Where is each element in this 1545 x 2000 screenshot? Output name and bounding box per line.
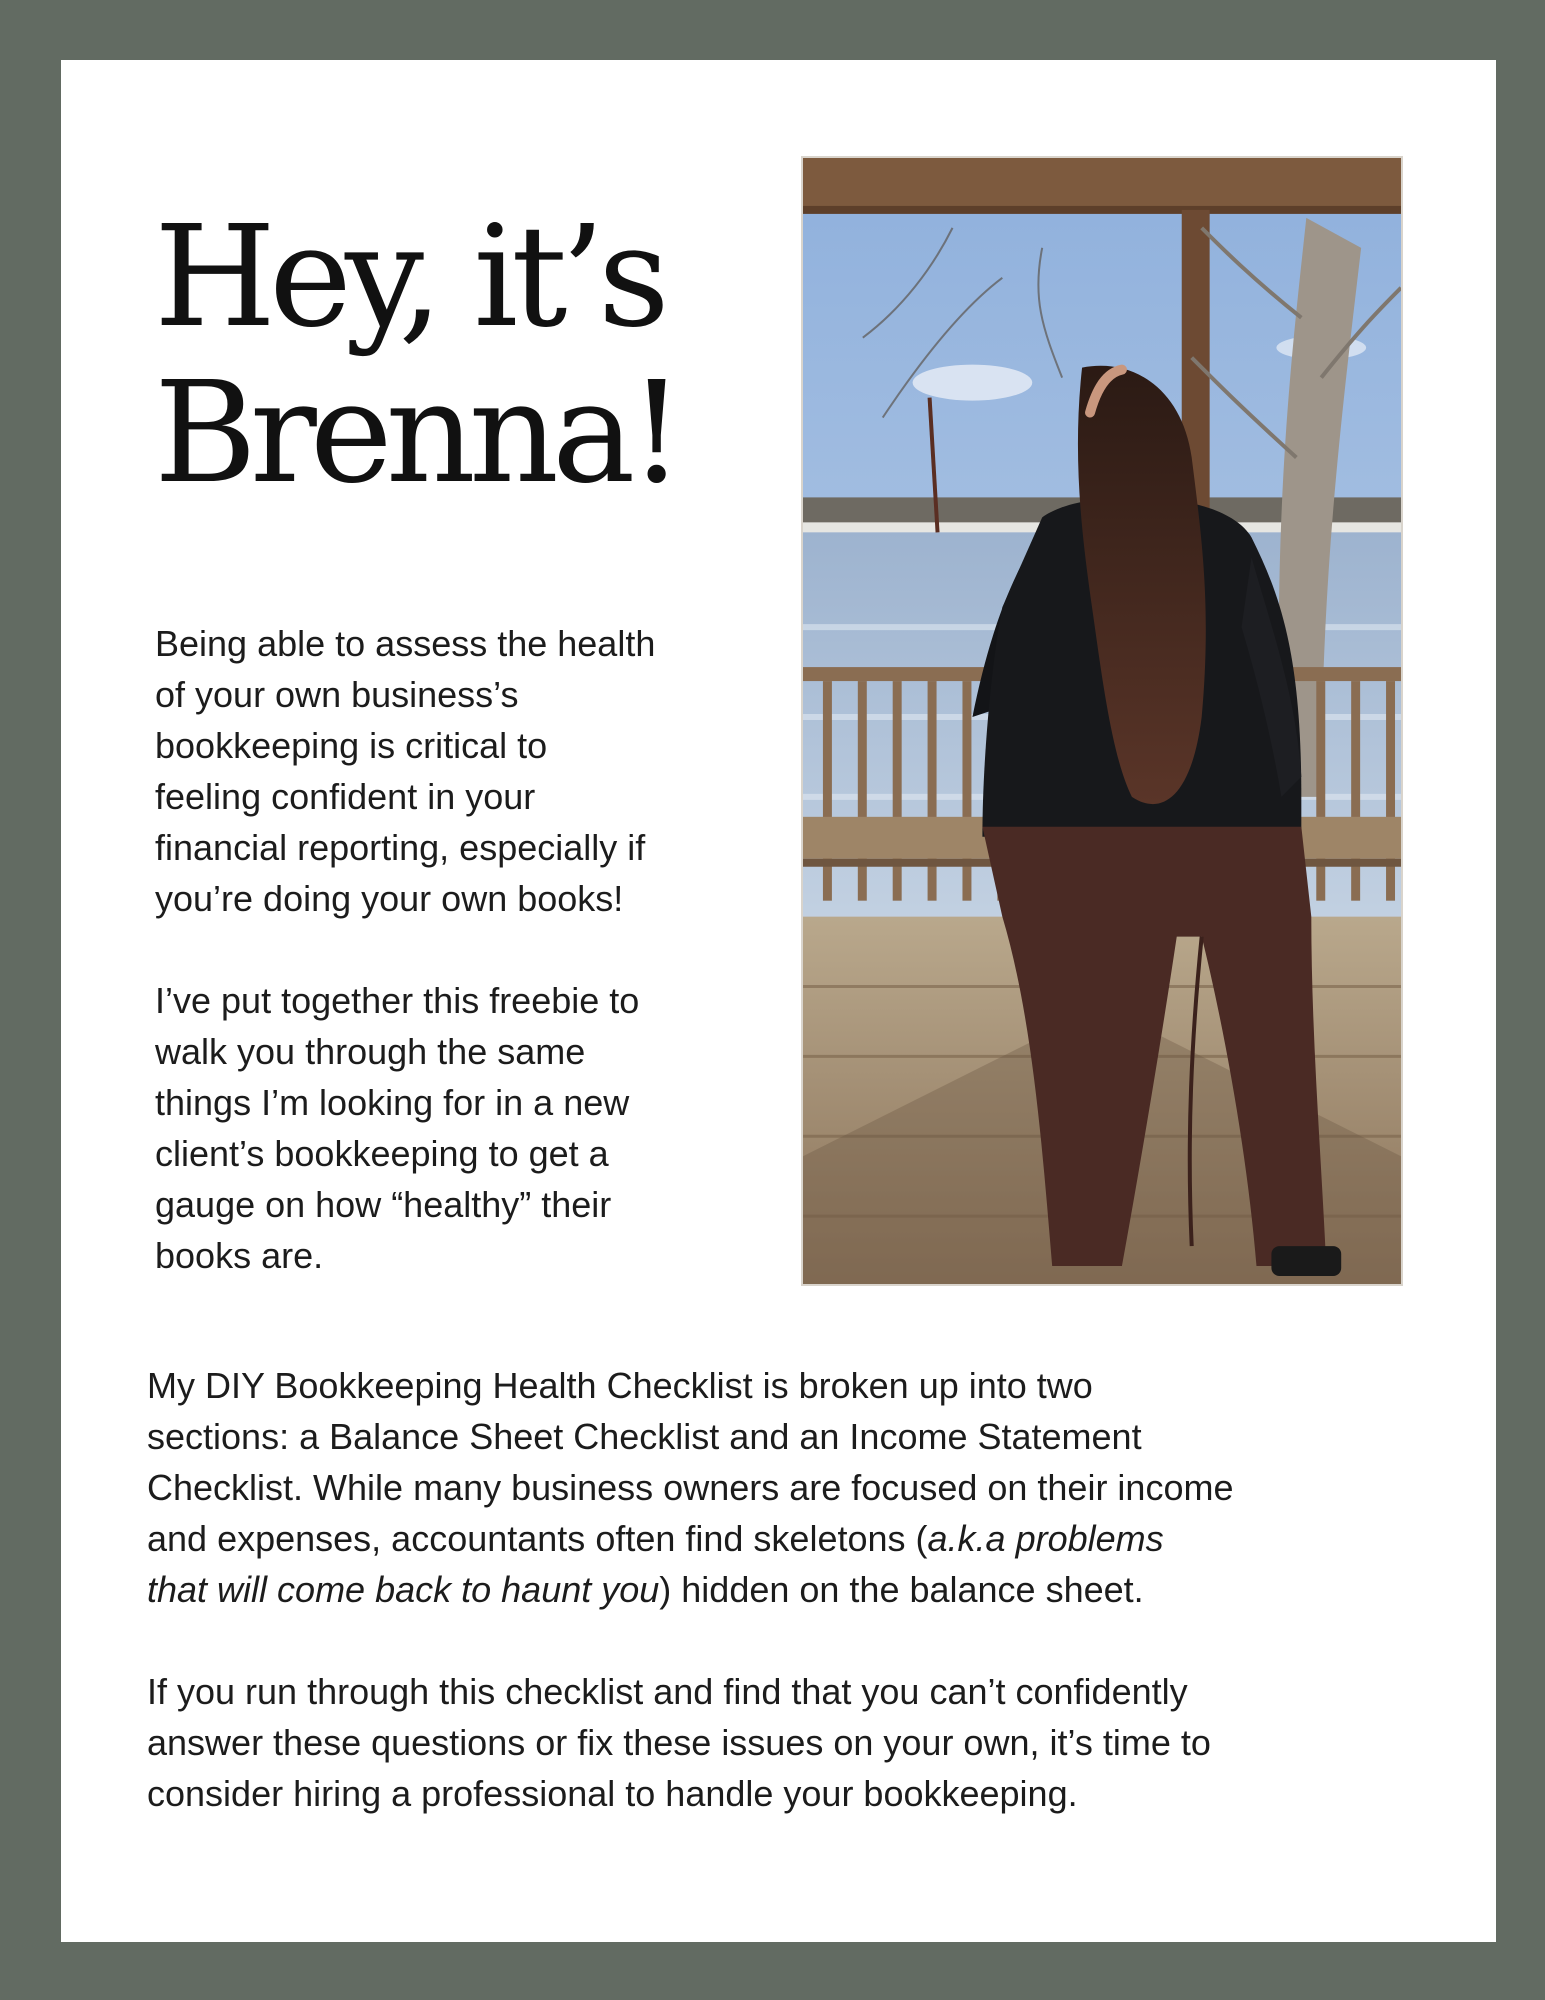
body-paragraph-1 [147,1360,1447,1615]
intro-paragraph-1: Being able to assess the health of your own business’s bookkeeping is critical to feeling confident in your financial reporting, especially if you’re doing your own books! [155,623,656,919]
document-page [61,60,1496,1942]
body-paragraph-1-end: ) hidden on the balance sheet. [659,1569,1144,1610]
page-title-line-1: Hey, it’s [154,196,663,359]
intro-paragraph-2: I’ve put together this freebie to walk you through the same things I’m looking for in a new client’s bookkeeping to get a gauge on how “healthy” their books are. [155,980,640,1276]
body-paragraph-1-italic: a.k.a problems that will come back to haunt you [147,1518,1164,1610]
intro-text [155,618,755,1332]
page-title [154,196,678,515]
body-text [147,1360,1447,1870]
page-title-line-2: Brenna! [154,352,678,515]
body-paragraph-2: If you run through this checklist and find that you can’t confidently answer these questions or fix these issues on your own, it’s time to consider hiring a professional to handle your bookkeeping. [147,1671,1211,1814]
portrait-photo-illustration [803,158,1401,1284]
body-paragraph-1-start: My DIY Bookkeeping Health Checklist is broken up into two sections: a Balance Sheet Checklist and an Income Statement Checklist. While many business owners are focused on their income and expenses, accountants often find skeletons ( [147,1365,1234,1559]
portrait-photo [801,156,1403,1286]
